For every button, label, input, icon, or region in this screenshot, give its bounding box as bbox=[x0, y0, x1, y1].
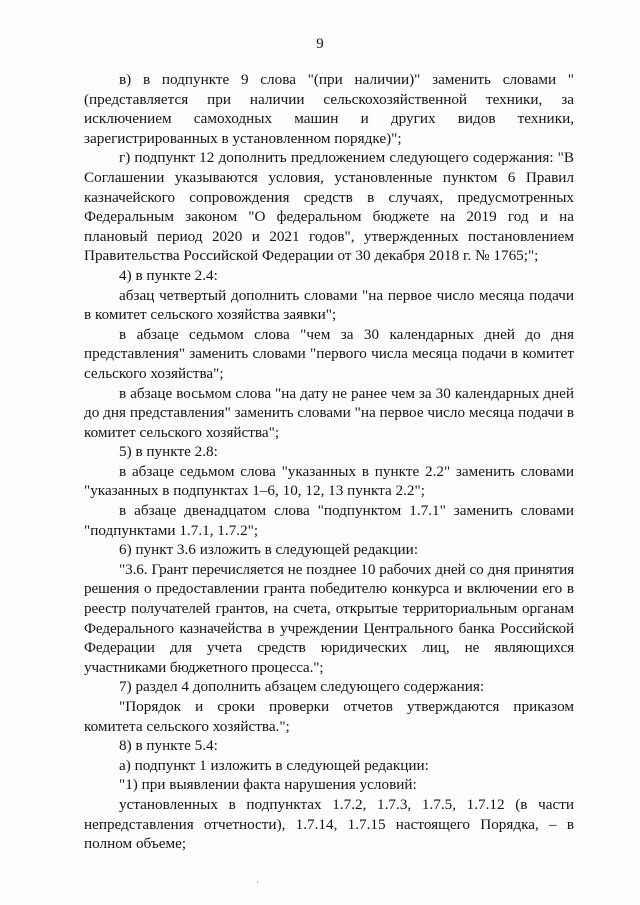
page-number: 9 bbox=[316, 36, 324, 52]
paragraph: 4) в пункте 2.4: bbox=[119, 266, 218, 284]
paragraph: "1) при выявлении факта нарушения условий: bbox=[119, 776, 417, 794]
scan-speck bbox=[257, 881, 258, 883]
paragraph: г) подпункт 12 дополнить предложением следующего содержания: "В Соглашении указываются условия, установленные пунктом 6 Правил казначейского сопровождения средств в случаях, предусмотренных Федеральным законом "О федеральном бюджете на 2019 год и на плановый период 2020 и 2021 годов", утвержденных постановлением Правительства Российской Федерации от 30 декабря 2018 г. № 1765;"; bbox=[84, 149, 574, 265]
document-body bbox=[84, 70, 574, 854]
paragraph: "3.6. Грант перечисляется не позднее 10 рабочих дней со дня принятия решения о предоставлении гранта победителю конкурса и включении его в реестр получателей грантов, на счета, открытые территориальным органам Федерального казначейства в учреждении Центрального банка Российской Федерации для учета средств юридических лиц, не являющихся участниками бюджетного процесса."; bbox=[84, 560, 574, 676]
paragraph: 5) в пункте 2.8: bbox=[119, 443, 218, 461]
paragraph: в абзаце восьмом слова "на дату не ранее чем за 30 календарных дней до дня представления" заменить словами "на первое число месяца подачи в комитет сельского хозяйства"; bbox=[84, 384, 574, 441]
paragraph: в абзаце двенадцатом слова "подпунктом 1.7.1" заменить словами "подпунктами 1.7.1, 1.7.2"; bbox=[84, 502, 574, 539]
paragraph: 6) пункт 3.6 изложить в следующей редакции: bbox=[119, 541, 419, 559]
paragraph: "Порядок и сроки проверки отчетов утверждаются приказом комитета сельского хозяйства."; bbox=[84, 698, 574, 735]
paragraph: 7) раздел 4 дополнить абзацем следующего содержания: bbox=[119, 678, 485, 696]
paragraph: установленных в подпунктах 1.7.2, 1.7.3, 1.7.5, 1.7.12 (в части непредставления отчетности), 1.7.14, 1.7.15 настоящего Порядка, – в полном объеме; bbox=[84, 795, 574, 853]
paragraph: в абзаце седьмом слова "указанных в пункте 2.2" заменить словами "указанных в подпунктах 1–6, 10, 12, 13 пункта 2.2"; bbox=[84, 462, 574, 500]
paragraph: абзац четвертый дополнить словами "на первое число месяца подачи в комитет сельского хозяйства заявки"; bbox=[84, 286, 574, 324]
paragraph: в абзаце седьмом слова "чем за 30 календарных дней до дня представления" заменить словами "первого числа месяца подачи в комитет сельского хозяйства"; bbox=[84, 325, 574, 382]
paragraph: 8) в пункте 5.4: bbox=[119, 737, 218, 755]
paragraph: в) в подпункте 9 слова "(при наличии)" заменить словами "(представляется при наличии сельскохозяйственной техники, за исключением самоходных машин и других видов техники, зарегистрированных в установленном порядке)"; bbox=[84, 71, 574, 147]
paragraph: а) подпункт 1 изложить в следующей редакции: bbox=[119, 756, 429, 774]
